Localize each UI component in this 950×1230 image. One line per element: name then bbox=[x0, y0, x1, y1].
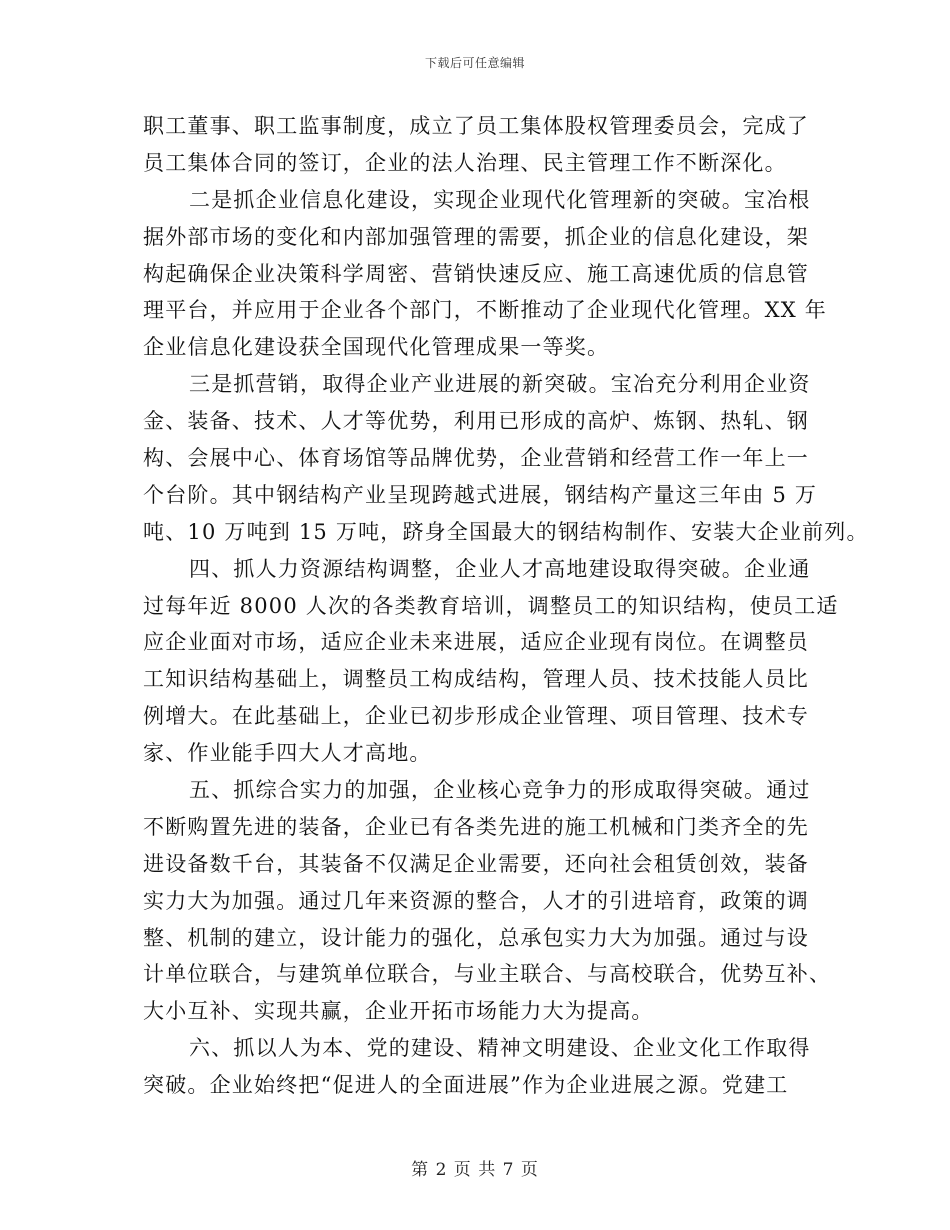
text-line: 工知识结构基础上，调整员工构成结构，管理人员、技术技能人员比 bbox=[143, 667, 809, 692]
page-header: 下载后可任意编辑 bbox=[424, 56, 525, 70]
text-line: 构、会展中心、体育场馆等品牌优势，企业营销和经营工作一年上一 bbox=[143, 446, 809, 471]
text-line: 应企业面对市场，适应企业未来进展，适应企业现有岗位。在调整员 bbox=[143, 630, 809, 655]
text-line: 不断购置先进的装备，企业已有各类先进的施工机械和门类齐全的先 bbox=[143, 814, 809, 839]
text-line: 理平台，并应用于企业各个部门，不断推动了企业现代化管理。XX 年 bbox=[143, 298, 827, 323]
text-line: 计单位联合，与建筑单位联合，与业主联合、与高校联合，优势互补、 bbox=[143, 962, 832, 987]
paragraph-start-line: 六、抓以人为本、党的建设、精神文明建设、企业文化工作取得 bbox=[189, 1036, 811, 1061]
paragraph-start-line: 三是抓营销，取得企业产业进展的新突破。宝冶充分利用企业资 bbox=[189, 372, 811, 397]
page-number-footer: 第 2 页 共 7 页 bbox=[411, 1160, 539, 1180]
text-line: 实力大为加强。通过几年来资源的整合，人才的引进培育，政策的调 bbox=[143, 888, 809, 913]
text-line: 金、装备、技术、人才等优势，利用已形成的高炉、炼钢、热轧、钢 bbox=[143, 409, 809, 434]
text-line: 吨、10 万吨到 15 万吨，跻身全国最大的钢结构制作、安装大企业前列。 bbox=[143, 519, 869, 544]
text-line: 大小互补、实现共赢，企业开拓市场能力大为提高。 bbox=[143, 999, 654, 1024]
text-line: 员工集体合同的签订，企业的法人治理、民主管理工作不断深化。 bbox=[143, 150, 787, 175]
text-line: 整、机制的建立，设计能力的强化，总承包实力大为加强。通过与设 bbox=[143, 925, 809, 950]
text-line: 进设备数千台，其装备不仅满足企业需要，还向社会租赁创效，装备 bbox=[143, 851, 809, 876]
text-line: 企业信息化建设获全国现代化管理成果一等奖。 bbox=[143, 335, 610, 360]
text-line: 家、作业能手四大人才高地。 bbox=[143, 741, 432, 766]
text-line: 构起确保企业决策科学周密、营销快速反应、施工高速优质的信息管 bbox=[143, 261, 809, 286]
text-line: 职工董事、职工监事制度，成立了员工集体股权管理委员会，完成了 bbox=[143, 114, 809, 138]
paragraph-start-line: 四、抓人力资源结构调整，企业人才高地建设取得突破。企业通 bbox=[189, 556, 811, 581]
text-line: 突破。企业始终把“促进人的全面进展”作为企业进展之源。党建工 bbox=[143, 1073, 789, 1098]
text-line: 据外部市场的变化和内部加强管理的需要，抓企业的信息化建设，架 bbox=[143, 224, 809, 249]
body-text bbox=[143, 108, 869, 1104]
text-line: 过每年近 8000 人次的各类教育培训，调整员工的知识结构，使员工适 bbox=[143, 593, 839, 618]
text-line: 个台阶。其中钢结构产业呈现跨越式进展，钢结构产量这三年由 5 万 bbox=[143, 482, 818, 507]
paragraph-start-line: 五、抓综合实力的加强，企业核心竞争力的形成取得突破。通过 bbox=[189, 778, 811, 803]
paragraph-start-line: 二是抓企业信息化建设，实现企业现代化管理新的突破。宝冶根 bbox=[189, 187, 811, 212]
text-line: 例增大。在此基础上，企业已初步形成企业管理、项目管理、技术专 bbox=[143, 704, 809, 729]
